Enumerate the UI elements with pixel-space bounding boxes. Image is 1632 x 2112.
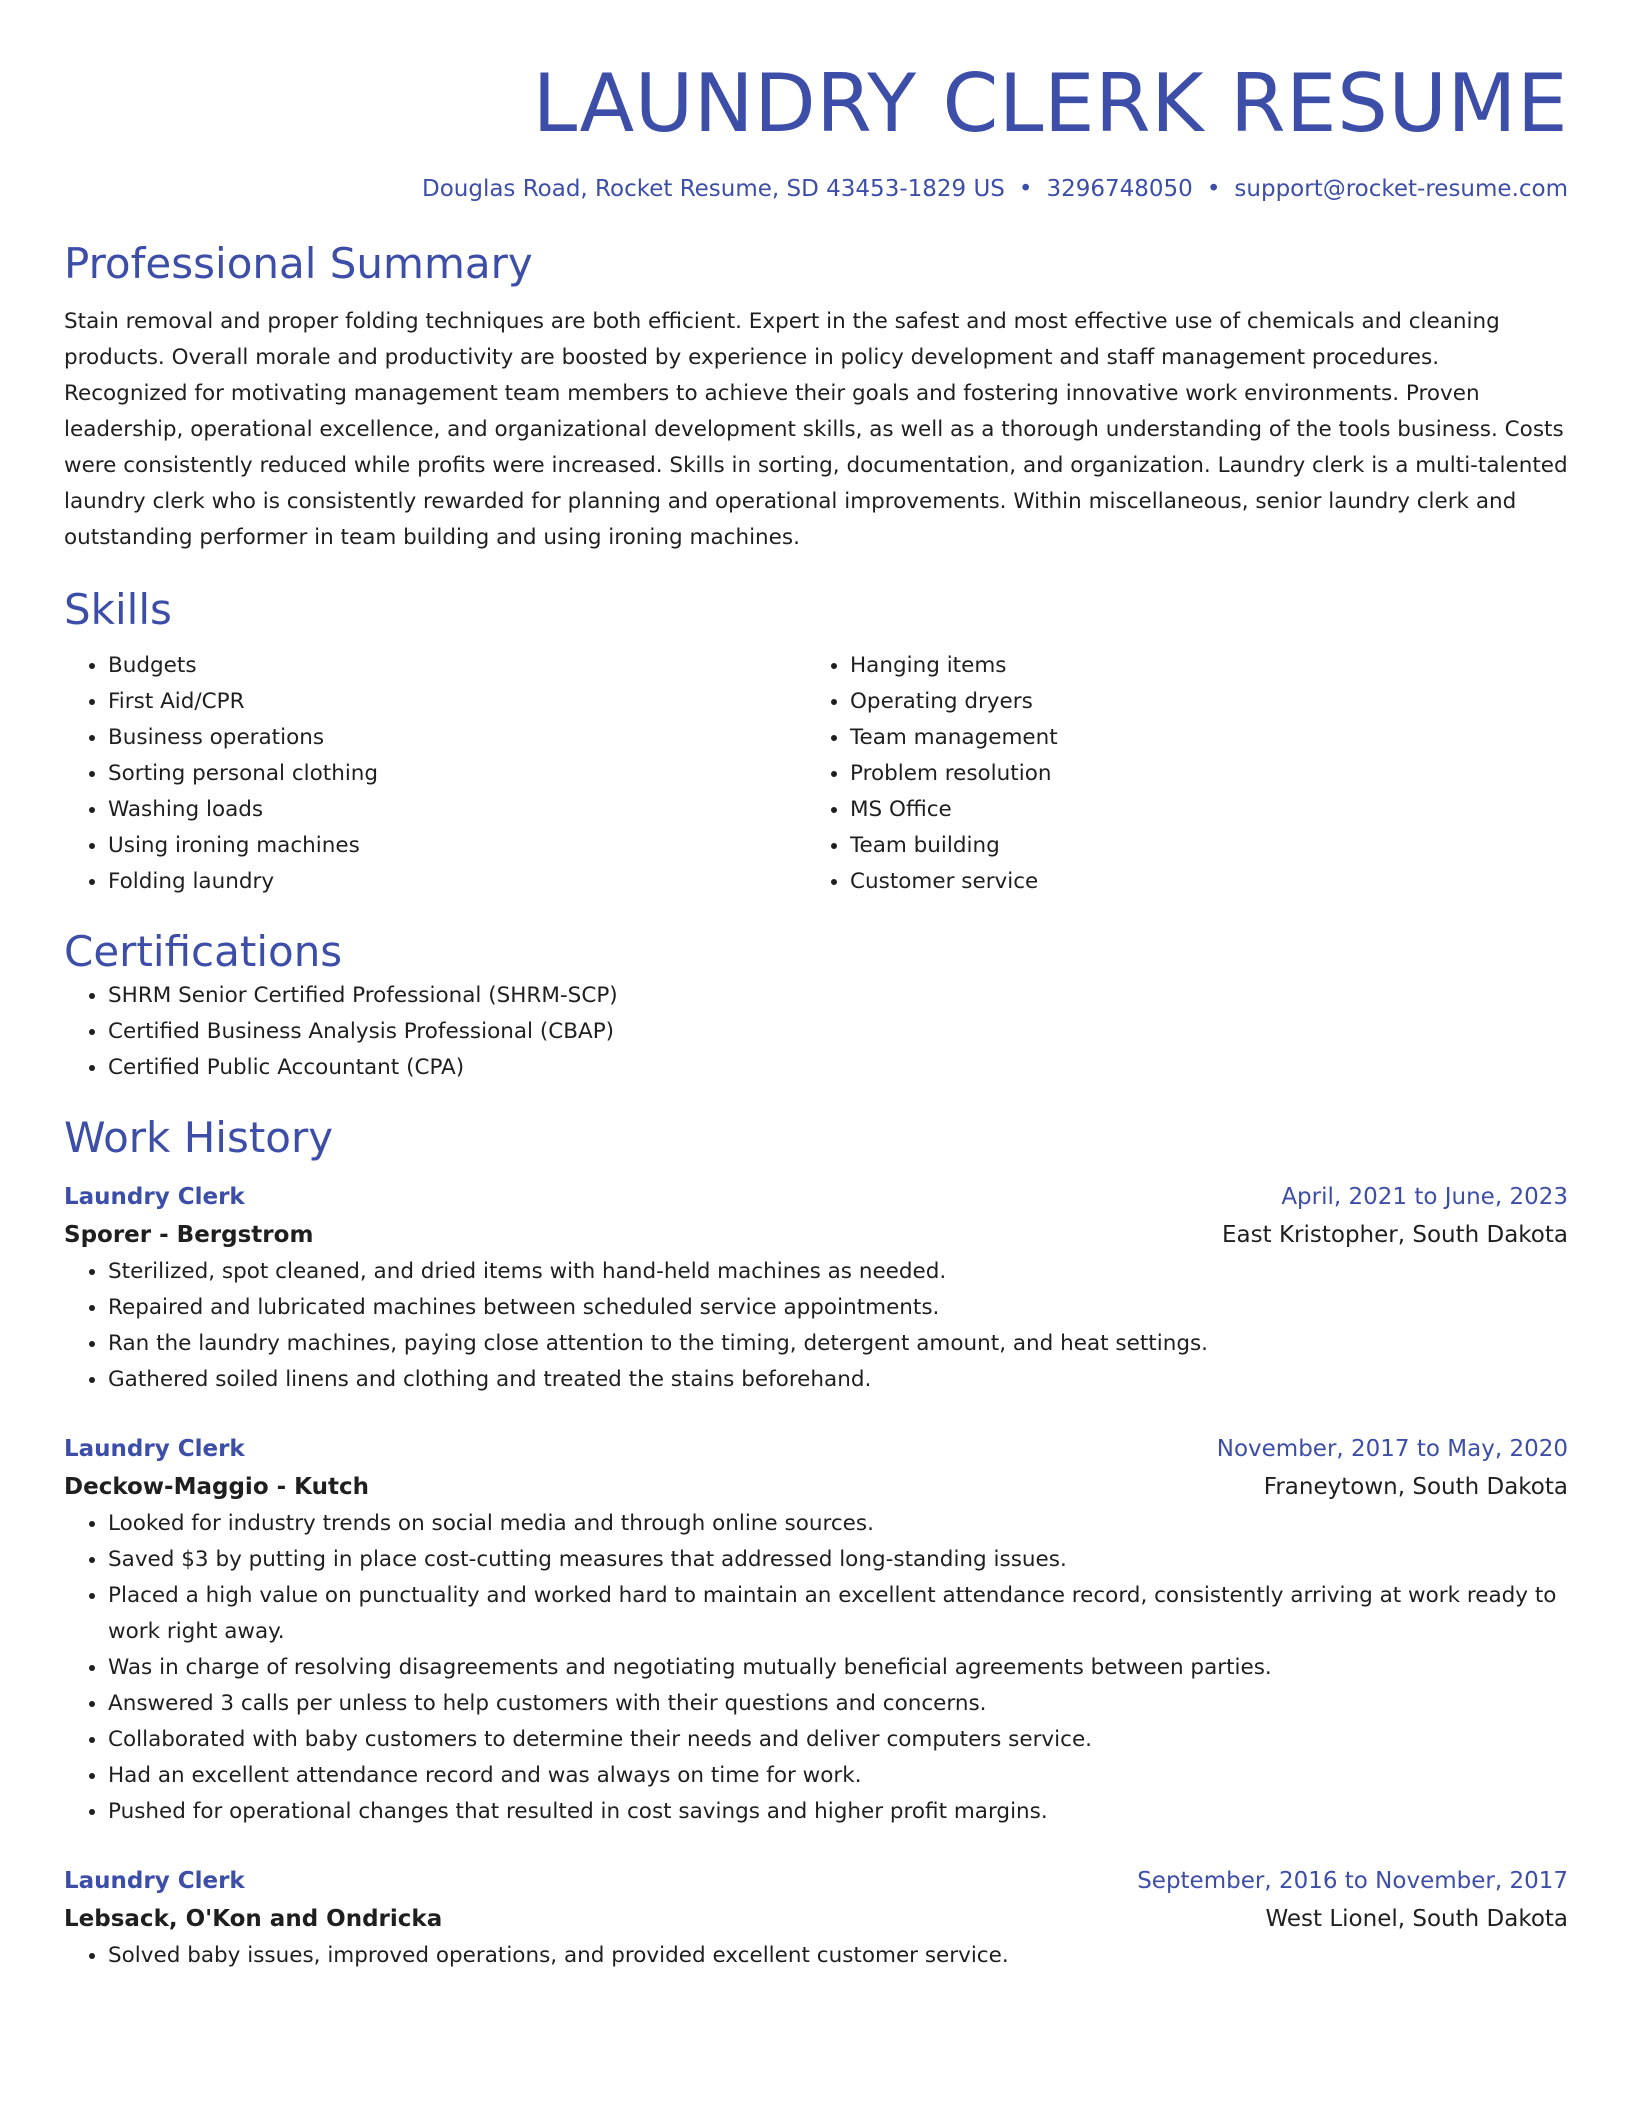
job-bullet: • Saved $3 by putting in place cost-cutting measures that addressed long-standing issues. xyxy=(108,1542,1568,1578)
job-company-row xyxy=(64,1468,1568,1506)
skill-item: • Operating dryers xyxy=(850,684,1548,720)
job-company: Sporer - Bergstrom xyxy=(64,1222,314,1248)
skills-column-right xyxy=(806,648,1548,900)
work-history-heading: Work History xyxy=(64,1113,334,1162)
skill-item: • Hanging items xyxy=(850,648,1548,684)
job-bullet: • Repaired and lubricated machines between scheduled service appointments. xyxy=(108,1290,1568,1326)
job-bullet: • Was in charge of resolving disagreements and negotiating mutually beneficial agreements between parties. xyxy=(108,1650,1568,1686)
skill-item: • Customer service xyxy=(850,864,1548,900)
skill-item: • Using ironing machines xyxy=(108,828,806,864)
job-dates: November, 2017 to May, 2020 xyxy=(1216,1436,1568,1462)
job-title: Laundry Clerk xyxy=(64,1436,245,1462)
job-entry xyxy=(64,1862,1568,1974)
job-location: Franeytown, South Dakota xyxy=(1263,1474,1568,1500)
summary-text: Stain removal and proper folding techniques are both efficient. Expert in the safest and most effective use of chemicals and cleaning products. Overall morale and productivity are boosted by experience in policy development and staff management procedures. Recognized for motivating management team members to achieve their goals and fostering innovative work environments. Proven leadership, operational excellence, and organizational development skills, as well as a thorough understanding of the tools business. Costs were consistently reduced while profits were increased. Skills in sorting, documentation, and organization. Laundry clerk is a multi-talented laundry clerk who is consistently rewarded for planning and operational improvements. Within miscellaneous, senior laundry clerk and outstanding performer in team building and using ironing machines. xyxy=(64,309,1568,550)
skill-item: • MS Office xyxy=(850,792,1548,828)
contact-phone: 3296748050 xyxy=(1046,176,1193,202)
skill-item: • Budgets xyxy=(108,648,806,684)
job-bullets xyxy=(64,1506,1568,1830)
job-dates: April, 2021 to June, 2023 xyxy=(1281,1184,1568,1210)
job-bullet: • Had an excellent attendance record and was always on time for work. xyxy=(108,1758,1568,1794)
contact-email: support@rocket-resume.com xyxy=(1234,176,1568,202)
skills-columns xyxy=(64,648,1568,900)
resume-header xyxy=(64,56,1568,204)
job-title: Laundry Clerk xyxy=(64,1184,245,1210)
skills-list-right xyxy=(806,648,1548,900)
job-title: Laundry Clerk xyxy=(64,1868,245,1894)
job-title-row xyxy=(64,1430,1568,1468)
skill-item: • Sorting personal clothing xyxy=(108,756,806,792)
job-bullet: • Solved baby issues, improved operations, and provided excellent customer service. xyxy=(108,1938,1568,1974)
certification-item: • Certified Business Analysis Professional (CBAP) xyxy=(108,1014,1568,1050)
job-title-row xyxy=(64,1178,1568,1216)
job-bullet: • Placed a high value on punctuality and worked hard to maintain an excellent attendance record, consistently arriving at work ready to work right away. xyxy=(108,1578,1568,1650)
job-bullet: • Ran the laundry machines, paying close attention to the timing, detergent amount, and heat settings. xyxy=(108,1326,1568,1362)
skill-item: • Washing loads xyxy=(108,792,806,828)
job-bullet: • Gathered soiled linens and clothing and treated the stains beforehand. xyxy=(108,1362,1568,1398)
job-company: Deckow-Maggio - Kutch xyxy=(64,1474,369,1500)
job-company-row xyxy=(64,1900,1568,1938)
certification-item: • Certified Public Accountant (CPA) xyxy=(108,1050,1568,1086)
job-company: Lebsack, O'Kon and Ondricka xyxy=(64,1906,443,1932)
job-bullet: • Sterilized, spot cleaned, and dried items with hand-held machines as needed. xyxy=(108,1254,1568,1290)
skill-item: • Business operations xyxy=(108,720,806,756)
certifications-heading: Certifications xyxy=(64,927,343,976)
skill-item: • Problem resolution xyxy=(850,756,1548,792)
job-bullets xyxy=(64,1254,1568,1398)
job-entry xyxy=(64,1430,1568,1830)
skills-list-left xyxy=(64,648,806,900)
job-bullet: • Pushed for operational changes that resulted in cost savings and higher profit margins. xyxy=(108,1794,1568,1830)
skill-item: • Team management xyxy=(850,720,1548,756)
job-bullets xyxy=(64,1938,1568,1974)
job-entry xyxy=(64,1178,1568,1398)
job-dates: September, 2016 to November, 2017 xyxy=(1137,1868,1568,1894)
summary-heading: Professional Summary xyxy=(64,239,533,288)
skill-item: • Team building xyxy=(850,828,1548,864)
skills-column-left xyxy=(64,648,806,900)
certification-item: • SHRM Senior Certified Professional (SHRM-SCP) xyxy=(108,978,1568,1014)
skill-item: • Folding laundry xyxy=(108,864,806,900)
job-location: East Kristopher, South Dakota xyxy=(1222,1222,1568,1248)
page-title: LAUNDRY CLERK RESUME xyxy=(532,57,1568,150)
job-company-row xyxy=(64,1216,1568,1254)
job-location: West Lionel, South Dakota xyxy=(1265,1906,1568,1932)
certifications-list xyxy=(64,978,1568,1086)
contact-separator: • xyxy=(1018,176,1033,202)
contact-line xyxy=(64,174,1568,204)
skill-item: • First Aid/CPR xyxy=(108,684,806,720)
contact-separator: • xyxy=(1206,176,1221,202)
job-title-row xyxy=(64,1862,1568,1900)
job-bullet: • Collaborated with baby customers to determine their needs and deliver computers service. xyxy=(108,1722,1568,1758)
contact-address: Douglas Road, Rocket Resume, SD 43453-1829 US xyxy=(421,176,1005,202)
job-bullet: • Answered 3 calls per unless to help customers with their questions and concerns. xyxy=(108,1686,1568,1722)
job-bullet: • Looked for industry trends on social media and through online sources. xyxy=(108,1506,1568,1542)
skills-heading: Skills xyxy=(64,585,172,634)
